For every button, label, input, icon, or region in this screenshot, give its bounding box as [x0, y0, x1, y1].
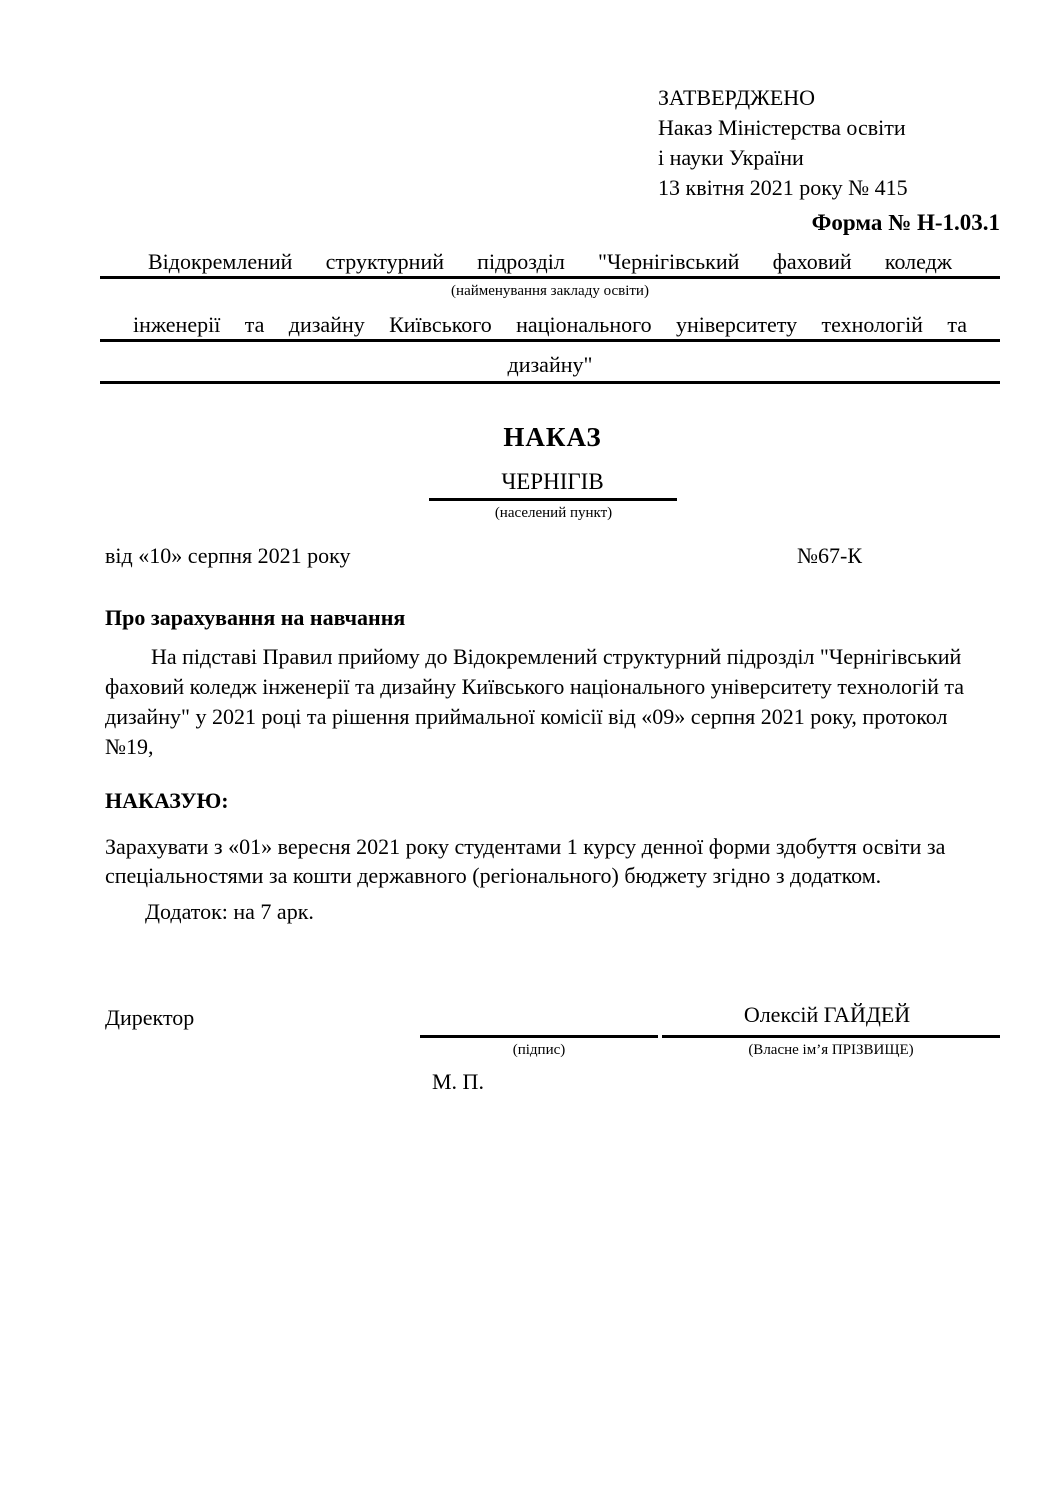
order-date: від «10» серпня 2021 року [105, 543, 351, 568]
institution-letterhead [100, 249, 1000, 384]
institution-name-line-2: інженерії та дизайну Київського національного університету технологій та [100, 300, 1000, 342]
institution-name-line-3: дизайну" [100, 342, 1000, 384]
institution-name-line-1: Відокремлений структурний підрозділ "Чернігівський фаховий коледж [100, 249, 1000, 279]
decree-label: НАКАЗУЮ: [105, 788, 229, 813]
approval-line-approved: ЗАТВЕРДЖЕНО [658, 85, 816, 110]
decree-paragraph: Зарахувати з «01» вересня 2021 року студентами 1 курсу денної форми здобуття освіти за спеціальностями за кошти державного (регіонального) бюджету згідно з додатком. [105, 834, 946, 888]
city-caption: (населений пункт) [494, 505, 613, 521]
basis-paragraph: На підставі Правил прийому до Відокремлений структурний підрозділ "Чернігівський фаховий коледж інженерії та дизайну Київського національного університету технологій та дизайну" у 2021 році та рішення приймальної комісії від «09» серпня 2021 року, протокол №19, [105, 644, 965, 759]
city-name: ЧЕРНІГІВ [429, 469, 677, 501]
signature-caption: (підпис) [512, 1042, 566, 1058]
approval-line-ukraine: і науки України [658, 145, 804, 170]
signer-name: Олексій ГАЙДЕЙ [743, 1002, 911, 1027]
city-block [105, 469, 1000, 522]
name-underline [662, 1035, 1000, 1038]
form-number: Форма № Н-1.03.1 [811, 210, 1000, 235]
approval-line-date: 13 квітня 2021 року № 415 [658, 175, 908, 200]
signature-underline [420, 1035, 658, 1038]
signer-position: Директор [105, 1005, 195, 1030]
order-number: №67-К [797, 543, 862, 568]
document-content [105, 0, 1000, 1132]
name-caption: (Власне ім’я ПРІЗВИЩЕ) [748, 1042, 914, 1058]
approval-line-ministry: Наказ Міністерства освіти [658, 115, 906, 140]
order-title: НАКАЗ [503, 422, 602, 452]
seal-placeholder: М. П. [432, 1069, 484, 1094]
date-number-row [105, 542, 1000, 570]
signature-block [105, 1002, 1000, 1132]
order-subject: Про зарахування на навчання [105, 605, 406, 630]
institution-caption: (найменування закладу освіти) [451, 283, 649, 299]
approval-block [658, 83, 1000, 203]
attachment-note: Додаток: на 7 арк. [145, 899, 314, 924]
